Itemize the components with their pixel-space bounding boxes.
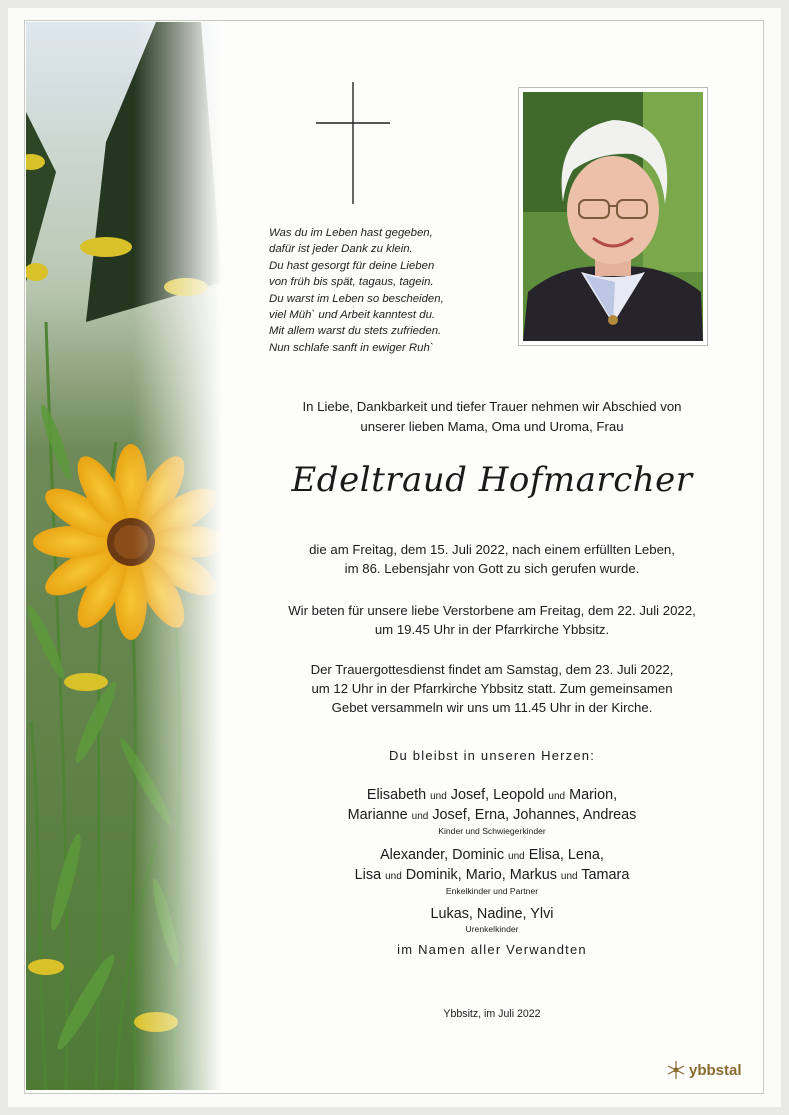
family-names: Marion, [569,787,618,803]
verse-line: Mit allem warst du stets zufrieden. [269,325,442,338]
family-names: Alexander, Dominic [380,847,505,863]
logo-text: ybbstal [689,1061,742,1079]
relation-label: Enkelkinder und Partner [445,886,539,896]
family-names: Elisabeth [366,787,427,803]
family-line [222,786,762,806]
family-names: Lisa [354,867,382,883]
und-connector: und [560,871,578,882]
und-connector: und [385,871,402,882]
intro-line: unserer lieben Mama, Oma und Uroma, Frau [360,419,624,434]
family-names: Marianne [347,807,408,823]
intro-text [222,397,762,437]
verse-line: viel Müh` und Arbeit kanntest du. [269,309,436,322]
on-behalf-text: im Namen aller Verwandten [397,942,587,957]
verse-line: Nun schlafe sanft in ewiger Ruh` [269,341,434,354]
ybbstal-logo [666,1058,742,1082]
family-line [222,806,762,826]
prayer-paragraph [222,601,762,639]
cross-icon [316,82,390,204]
paragraph-line: Wir beten für unsere liebe Verstorbene am Freitag, dem 22. Juli 2022, [288,603,696,618]
paragraph-line: um 19.45 Uhr in der Pfarrkirche Ybbsitz. [374,622,610,637]
funeral-service-paragraph [222,660,762,717]
paragraph-line: im 86. Lebensjahr von Gott zu sich gerufen wurde. [344,561,640,576]
verse-line: dafür ist jeder Dank zu klein. [269,243,413,256]
place-date: Ybbsitz, im Juli 2022 [443,1008,541,1020]
family-names: Josef, Leopold [450,787,545,803]
und-connector: und [508,851,525,862]
relation-label: Kinder und Schwiegerkinder [438,826,546,836]
verse-line: von früh bis spät, tagaus, tagein. [269,276,434,289]
paragraph-line: um 12 Uhr in der Pfarrkirche Ybbsitz statt. Zum gemeinsamen [311,681,673,696]
flower-side-image [26,22,222,1090]
family-line [222,866,762,886]
family-group-grandchildren [222,846,762,897]
family-names: Elisa, Lena, [528,847,604,863]
und-connector: und [411,811,429,822]
verse-line: Du warst im Leben so bescheiden, [269,292,444,305]
verse-line: Du hast gesorgt für deine Lieben [269,259,435,272]
death-notice-paragraph [222,540,762,578]
dandelion-icon [666,1060,686,1080]
und-connector: und [548,791,566,802]
und-connector: und [430,791,447,802]
deceased-name: Edeltraud Hofmarcher [291,460,693,500]
family-group-children [222,786,762,837]
portrait-photo [518,87,708,346]
paragraph-line: die am Freitag, dem 15. Juli 2022, nach einem erfüllten Leben, [309,542,675,557]
verse-line: Was du im Leben hast gegeben, [269,227,433,239]
family-line [222,846,762,866]
intro-line: In Liebe, Dankbarkeit und tiefer Trauer nehmen wir Abschied von [302,399,682,414]
family-names: Dominik, Mario, Markus [405,867,557,883]
remain-in-hearts-text: Du bleibst in unseren Herzen: [388,748,596,763]
paragraph-line: Gebet versammeln wir uns um 11.45 Uhr in der Kirche. [331,700,653,715]
family-names: Tamara [581,867,630,883]
family-group-great-grandchildren [222,905,762,935]
memorial-verse [269,225,499,356]
relation-label: Urenkelkinder [465,924,519,934]
family-names: Lukas, Nadine, Ylvi [430,906,554,922]
family-names: Josef, Erna, Johannes, Andreas [432,807,637,823]
paragraph-line: Der Trauergottesdienst findet am Samstag, dem 23. Juli 2022, [310,662,674,677]
